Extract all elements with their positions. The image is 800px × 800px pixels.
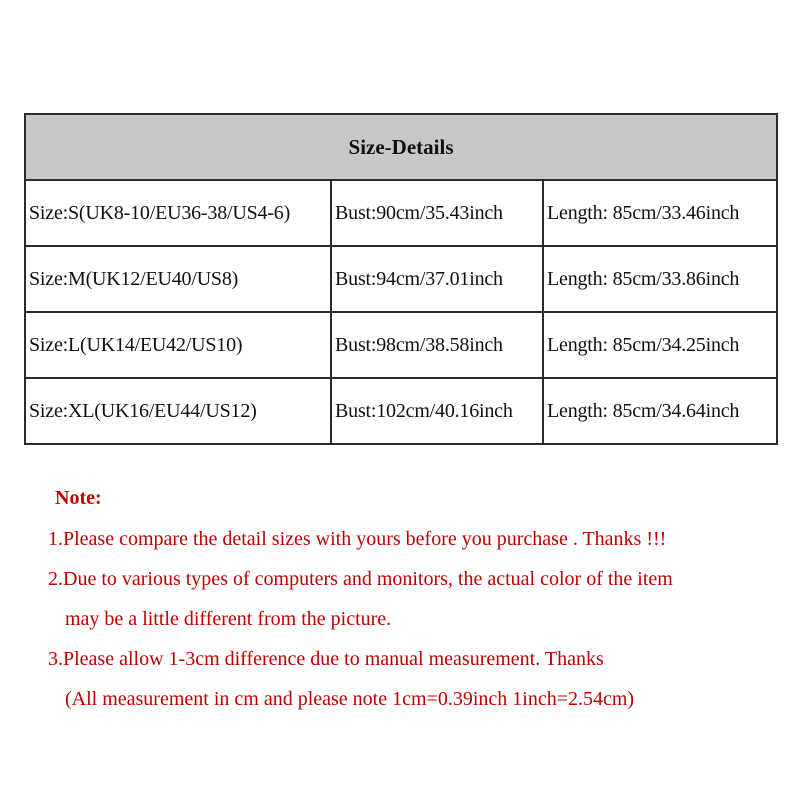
note-line-3-continued: (All measurement in cm and please note 1cm=0.39inch 1inch=2.54cm)	[65, 688, 635, 710]
bust-cell: Bust:90cm/35.43inch	[331, 180, 543, 246]
size-cell: Size:L(UK14/EU42/US10)	[25, 312, 331, 378]
note-title: Note:	[55, 487, 102, 509]
size-cell: Size:M(UK12/EU40/US8)	[25, 246, 331, 312]
length-cell: Length: 85cm/33.46inch	[543, 180, 777, 246]
bust-cell: Bust:102cm/40.16inch	[331, 378, 543, 444]
note-line-1: 1.Please compare the detail sizes with yours before you purchase . Thanks !!!	[48, 528, 667, 550]
note-line-3: 3.Please allow 1-3cm difference due to manual measurement. Thanks	[48, 648, 604, 670]
size-cell: Size:XL(UK16/EU44/US12)	[25, 378, 331, 444]
size-cell: Size:S(UK8-10/EU36-38/US4-6)	[25, 180, 331, 246]
note-line-2-continued: may be a little different from the picture.	[65, 608, 392, 630]
length-cell: Length: 85cm/33.86inch	[543, 246, 777, 312]
bust-cell: Bust:98cm/38.58inch	[331, 312, 543, 378]
note-line-2: 2.Due to various types of computers and monitors, the actual color of the item	[48, 568, 673, 590]
length-cell: Length: 85cm/34.64inch	[543, 378, 777, 444]
length-cell: Length: 85cm/34.25inch	[543, 312, 777, 378]
bust-cell: Bust:94cm/37.01inch	[331, 246, 543, 312]
table-header: Size-Details	[25, 114, 777, 180]
